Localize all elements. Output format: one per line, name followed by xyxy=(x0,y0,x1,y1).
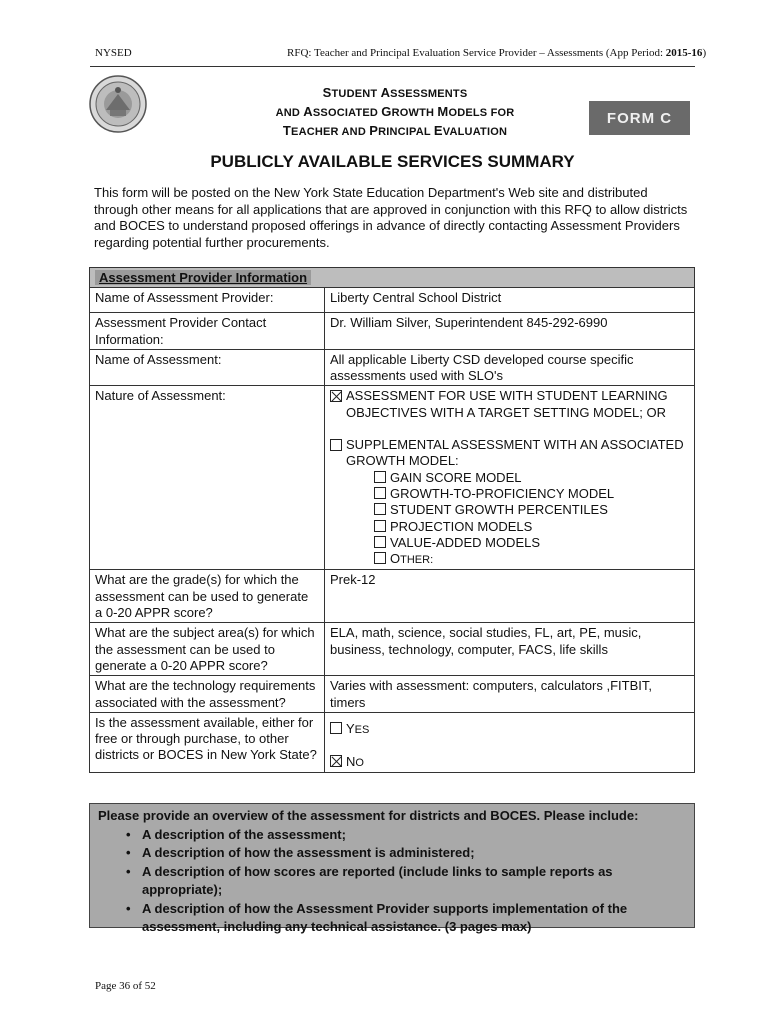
table-row xyxy=(90,676,695,713)
growth-model-option: GAIN SCORE MODEL xyxy=(330,470,689,486)
assessment-name-value: All applicable Liberty CSD developed course specific assessments used with SLO's xyxy=(325,349,695,386)
subjects-label: What are the subject area(s) for which the assessment can be used to generate a 0-20 APPR score? xyxy=(90,623,325,676)
intro-paragraph: This form will be posted on the New York State Education Department's Web site and distributed through other means for all applications that are approved in conjunction with this RFQ to allow districts and BOCES to understand proposed offerings in advance of directly contacting Assessment Providers regarding potential further procurements. xyxy=(94,185,688,250)
growth-model-option: VALUE-ADDED MODELS xyxy=(330,535,689,551)
header-agency: NYSED xyxy=(95,47,132,59)
projection-models-checkbox[interactable] xyxy=(374,520,386,532)
provider-label: Name of Assessment Provider: xyxy=(90,288,325,313)
availability-options: YES NO xyxy=(325,712,695,773)
slo-checkbox[interactable] xyxy=(330,390,342,402)
growth-to-proficiency-checkbox[interactable] xyxy=(374,487,386,499)
grades-value: Prek-12 xyxy=(325,570,695,623)
document-subtitle: STUDENT ASSESSMENTS AND ASSOCIATED GROWTH MODELS FOR TEACHER AND PRINCIPAL EVALUATION xyxy=(275,85,515,138)
contact-label: Assessment Provider Contact Information: xyxy=(90,313,325,350)
availability-label: Is the assessment available, either for free or through purchase, to other districts or BOCES in New York State? xyxy=(90,712,325,773)
header-divider xyxy=(90,66,695,67)
nature-options xyxy=(325,386,695,570)
table-row xyxy=(90,313,695,350)
slo-option-label: ASSESSMENT FOR USE WITH STUDENT LEARNING OBJECTIVES WITH A TARGET SETTING MODEL; OR xyxy=(346,388,668,420)
section-header: Assessment Provider Information xyxy=(90,268,695,288)
growth-model-option: PROJECTION MODELS xyxy=(330,519,689,535)
list-item: • A description of how the Assessment Provider supports implementation of the assessment, including any technical assistance. (3 pages max) xyxy=(126,900,686,937)
table-row xyxy=(90,386,695,570)
technology-label: What are the technology requirements associated with the assessment? xyxy=(90,676,325,713)
supplemental-checkbox[interactable] xyxy=(330,439,342,451)
growth-model-option: GROWTH-TO-PROFICIENCY MODEL xyxy=(330,486,689,502)
provider-info-table xyxy=(89,267,695,773)
supplemental-option-label: SUPPLEMENTAL ASSESSMENT WITH AN ASSOCIATED GROWTH MODEL: xyxy=(346,437,684,469)
table-row xyxy=(90,570,695,623)
list-item: • A description of the assessment; xyxy=(126,826,686,845)
growth-model-option: STUDENT GROWTH PERCENTILES xyxy=(330,502,689,518)
list-item: • A description of how scores are reported (include links to sample reports as appropriate); xyxy=(126,863,686,900)
page-title: PUBLICLY AVAILABLE SERVICES SUMMARY xyxy=(210,152,575,171)
table-row xyxy=(90,623,695,676)
overview-instructions xyxy=(89,803,695,934)
assessment-name-label: Name of Assessment: xyxy=(90,349,325,386)
header-rfq: RFQ: Teacher and Principal Evaluation Service Provider – Assessments (App Period: 2015-16) xyxy=(287,47,707,59)
form-badge: FORM C xyxy=(589,101,690,135)
gain-score-checkbox[interactable] xyxy=(374,471,386,483)
page-number: Page 36 of 52 xyxy=(95,980,156,992)
table-row xyxy=(90,288,695,313)
yes-checkbox[interactable] xyxy=(330,722,342,734)
subjects-value: ELA, math, science, social studies, FL, art, PE, music, business, technology, computer, FACS, life skills xyxy=(325,623,695,676)
provider-value: Liberty Central School District xyxy=(325,288,695,313)
no-checkbox[interactable] xyxy=(330,755,342,767)
other-checkbox[interactable] xyxy=(374,552,386,564)
growth-model-option: OTHER: xyxy=(330,551,689,568)
nature-label: Nature of Assessment: xyxy=(90,386,325,570)
overview-heading: Please provide an overview of the assessment for districts and BOCES. Please include: xyxy=(98,808,639,823)
technology-value: Varies with assessment: computers, calculators ,FITBIT, timers xyxy=(325,676,695,713)
state-seal-icon xyxy=(88,74,148,134)
overview-list xyxy=(98,826,686,937)
contact-value: Dr. William Silver, Superintendent 845-292-6990 xyxy=(325,313,695,350)
list-item: • A description of how the assessment is administered; xyxy=(126,844,686,863)
table-row xyxy=(90,712,695,773)
grades-label: What are the grade(s) for which the assessment can be used to generate a 0-20 APPR score? xyxy=(90,570,325,623)
student-growth-percentiles-checkbox[interactable] xyxy=(374,503,386,515)
table-row xyxy=(90,349,695,386)
value-added-models-checkbox[interactable] xyxy=(374,536,386,548)
